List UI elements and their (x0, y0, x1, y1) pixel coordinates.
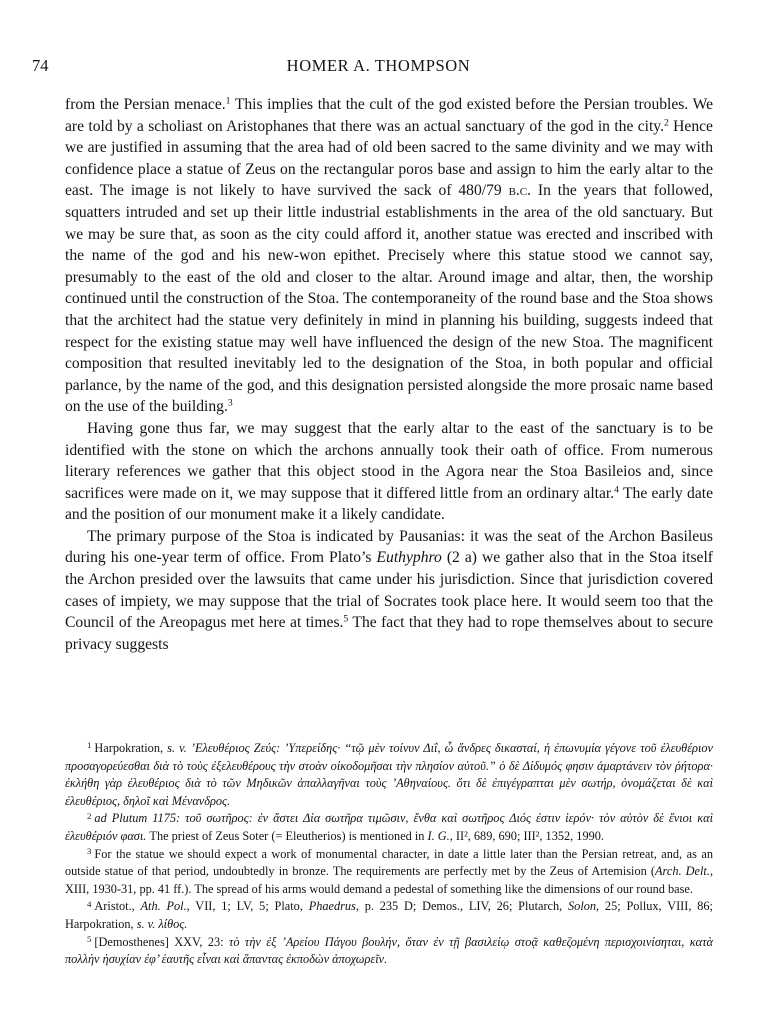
footnote-ref-5[interactable]: 5 (343, 613, 349, 625)
paragraph-1: from the Persian menace.$^1$ This implies that the cult of the god existed before the Persian troubles. We are told by a scholiast on Aristophanes that there was an actual sanctuary of the god in the city.$^2$ Hence we are justified in assuming that the area had of old been sacred to the same divinity and we may with confidence place a statue of Zeus on the rectangular poros base and assign to him the early altar to the east. The image is not likely to have survived the sack of 480/79 b.c. In the years that followed, squatters intruded and set up their little industrial establishments in the area of the old sanctuary. But we may be sure that, as soon as the city could afford it, another statue was erected and inscribed with the name of the god and his new-won epithet. Precisely where this statue stood we cannot say, presumably to the east of the old and closer to the altar. Around image and altar, then, the worship continued until the construction of the Stoa. The contemporaneity of the round base and the Stoa shows that the architect had the statue very definitely in mind in planning his building, suggests indeed that respect for the existing statue may well have influenced the design of the new Stoa. The magnificent composition that resulted inevitably led to the designation of the Stoa, in both popular and official parlance, by the name of the god, and this designation persisted alongside the more prosaic name based on the use of the building.$^3$ (65, 95, 713, 416)
footnote-marker: 5 (87, 934, 92, 944)
era-abbrev: b.c. (508, 182, 532, 200)
footnote-ref-2[interactable]: 2 (663, 117, 669, 129)
footnote-5: $^5$ [Demosthenes] XXV, 23: τὸ τὴν ἐξ ’Αρείου Πάγου βουλήν, ὅταν ἐν τῇ βασιλείῳ στοᾷ καθεζομένη περισχοινίσηται, κατὰ πολλὴν ἡσυχίαν ἐφ’ ἑαυτῆς εἶναι καὶ ἅπαντας ἐκποδὼν ἀποχωρεῖν. (65, 934, 713, 967)
paragraph-2: Having gone thus far, we may suggest that the early altar to the east of the sanctuary is to be identified with the stone on which the archons annually took their oath of office. From numerous literary references we gather that this object stood in the Agora near the Stoa Basileios and, since sacrifices were made on it, we may suppose that it differed little from an ordinary altar.$^4$ The early date and the position of our monument make it a likely candidate. (65, 419, 713, 524)
greek-quote: ’Ελευθέριος Ζεύς: ’Υπερείδης· “τῷ μὲν τοίνυν Διΐ, ὦ ἄνδρες δικασταί, ἡ ἐπωνυμία γέγονε τοῦ ἐλευθέριον προσαγορεύεσθαι διὰ τὸ τοὺς ἐξελευθέρους τὴν στοὰν οἰκοδομῆσαι τὴν πλησίον αὐτοῦ.” ὁ δὲ Δίδυμός φησιν ἁμαρτάνειν τὸν ῥήτορα· ἐκλήθη γὰρ ἐλευθέριος διὰ τὸ τῶν Μηδικῶν ἀπαλλαγῆναι τοὺς ’Αθηναίους. ὅτι δὲ ἐπιγέγραπται μὲν σωτήρ, ὀνομάζεται δὲ καὶ ἐλευθέριος, δηλοῖ καὶ Μένανδρος. (65, 741, 713, 808)
footnote-ref-4[interactable]: 4 (614, 484, 619, 496)
footnote-4: $^4$ Aristot., Ath. Pol., VII, 1; LV, 5; Plato, Phaedrus, p. 235 D; Demos., LIV, 26; Plutarch, Solon, 25; Pollux, VIII, 86; Harpokration, s. v. λίθος. (65, 898, 713, 931)
footnote-marker: 4 (87, 898, 92, 909)
work-title: Euthyphro (376, 549, 442, 567)
footnote-2: $^2$ ad Plutum 1175: τοῦ σωτῆρος: ἐν ἄστει Δία σωτῆρα τιμῶσιν, ἔνθα καὶ σωτῆρος Διός ἐστιν ἱερόν· τὸν αὐτὸν δὲ ἔνιοι καὶ ἐλευθέριόν φασι. The priest of Zeus Soter (= Eleutherios) is mentioned in I. G., II², 689, 690; III², 1352, 1990. (65, 810, 713, 843)
footnote-marker: 3 (87, 846, 92, 857)
footnote-1: $^1$ Harpokration, s. v. ’Ελευθέριος Ζεύς: ’Υπερείδης· “τῷ μὲν τοίνυν Διΐ, ὦ ἄνδρες δικασταί, ἡ ἐπωνυμία γέγονε τοῦ ἐλευθέριον προσαγορεύεσθαι διὰ τὸ τοὺς ἐξελευθέρους τὴν στοὰν οἰκοδομῆσαι τὴν πλησίον αὐτοῦ.” ὁ δὲ Δίδυμός φησιν ἁμαρτάνειν τὸν ῥήτορα· ἐκλήθη γὰρ ἐλευθέριος διὰ τὸ τῶν Μηδικῶν ἀπαλλαγῆναι τοὺς ’Αθηναίους. ὅτι δὲ ἐπιγέγραπται μὲν σωτήρ, ὀνομάζεται δὲ καὶ ἐλευθέριος, δηλοῖ καὶ Μένανδρος. (65, 740, 713, 808)
greek-quote: 1175: τοῦ σωτῆρος: ἐν ἄστει Δία σωτῆρα τιμῶσιν, ἔνθα καὶ σωτῆρος Διός ἐστιν ἱερόν· τὸν αὐτὸν δὲ ἔνιοι καὶ ἐλευθέριόν φασι. (65, 811, 713, 843)
page-number: 74 (32, 56, 49, 75)
page-header (32, 56, 725, 80)
footnote-3: $^3$ For the statue we should expect a work of monumental character, in date a little later than the Persian retreat, and, as an outside statue of that period, undoubtedly in bronze. The requirements are perfectly met by the Zeus of Artemision (Arch. Delt., XIII, 1930-31, pp. 41 ff.). The spread of his arms would demand a pedestal of something like the dimensions of our round base. (65, 846, 714, 896)
footnote-ref-3[interactable]: 3 (227, 398, 233, 409)
paragraph-3: The primary purpose of the Stoa is indicated by Pausanias: it was the seat of the Archon Basileus during his one-year term of office. From Plato’s Euthyphro (2 a) we gather also that in the Stoa itself the Archon presided over the lawsuits that came under his jurisdiction. Since that jurisdiction covered cases of impiety, we may suppose that the trial of Socrates took place here. It would seem too that the Council of the Areopagus met here at times.$^5$ The fact that they had to rope themselves about to secure privacy suggests (65, 527, 713, 653)
footnote-marker: 2 (87, 810, 92, 821)
running-head: HOMER A. THOMPSON (286, 56, 471, 75)
footnote-ref-1[interactable]: 1 (225, 95, 231, 107)
footnotes (65, 740, 713, 969)
main-text (65, 94, 713, 655)
footnote-marker: 1 (87, 740, 92, 751)
greek-quote: τὸ τὴν ἐξ ’Αρείου Πάγου βουλήν, ὅταν ἐν τῇ βασιλείῳ στοᾷ καθεζομένη περισχοινίσηται, κατὰ πολλὴν ἡσυχίαν ἐφ’ ἑαυτῆς εἶναι καὶ ἅπαντας ἐκποδὼν ἀποχωρεῖν. (65, 934, 713, 967)
